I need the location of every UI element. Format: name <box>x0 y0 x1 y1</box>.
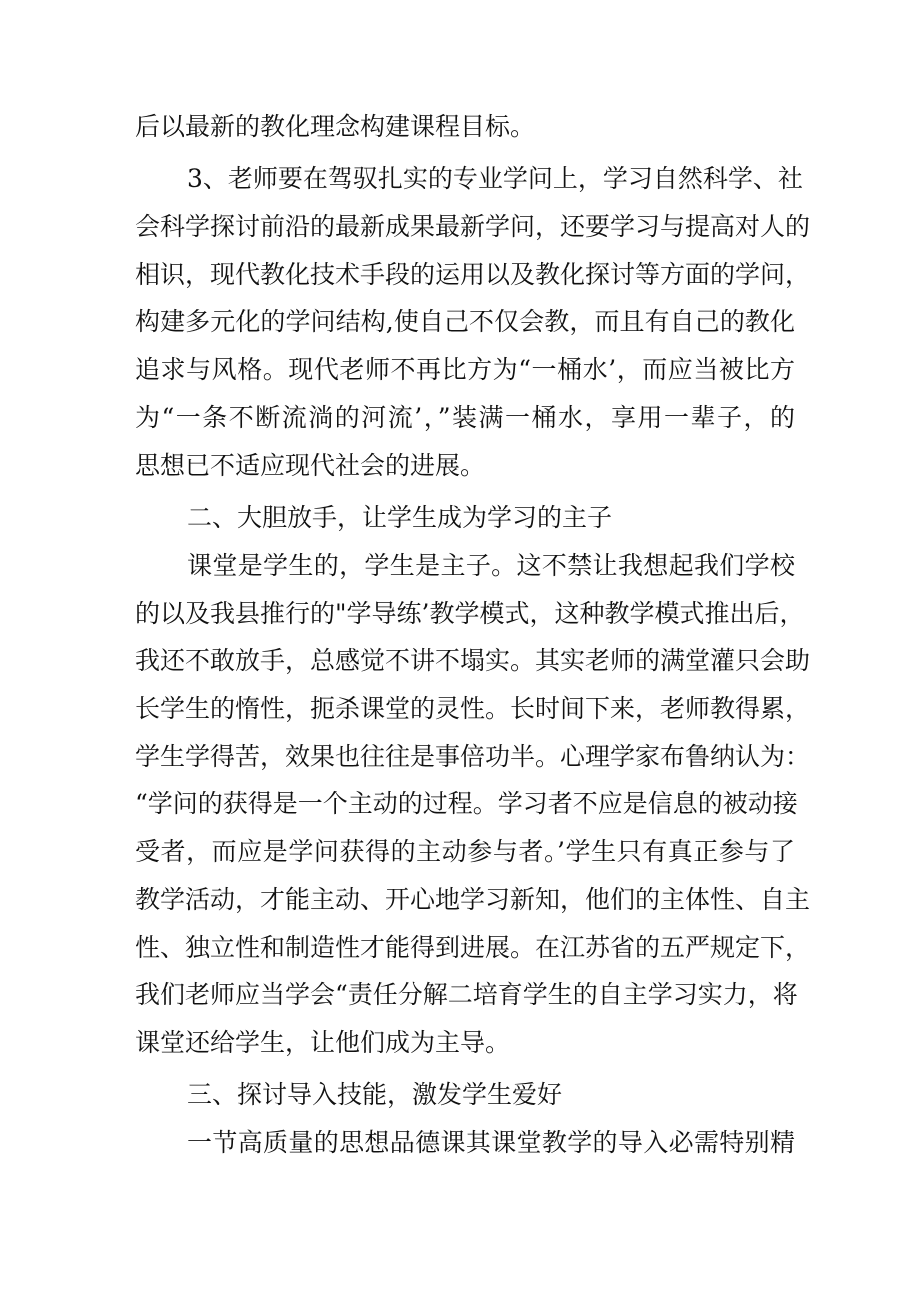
paragraph-line: 我还不敢放手，总感觉不讲不塌实。其实老师的满堂灌只会助 <box>135 646 811 675</box>
paragraph-line: 学生学得苦，效果也往往是事倍功半。心理学家布鲁纳认为： <box>135 742 811 771</box>
paragraph-line: 会科学探讨前沿的最新成果最新学问，还要学习与提高对人的 <box>135 212 811 241</box>
paragraph-line: 构建多元化的学问结构,使自己不仅会教，而且有自己的教化 <box>135 307 795 336</box>
paragraph-line: 教学活动，才能主动、开心地学习新知，他们的主体性、自主 <box>135 885 811 914</box>
paragraph-line: 相识，现代教化技术手段的运用以及教化探讨等方面的学问， <box>135 260 811 289</box>
paragraph-line: 长学生的惰性，扼杀课堂的灵性。长时间下来，老师教得累， <box>135 694 811 723</box>
paragraph-line: 我们老师应当学会“责任分解二培育学生的自主学习实力，将 <box>135 980 798 1009</box>
paragraph-line: 一节高质量的思想品德课其课堂教学的导入必需特别精 <box>187 1128 795 1157</box>
paragraph-line: 受者，而应是学问获得的主动参与者。’学生只有真正参与了 <box>135 837 795 866</box>
paragraph-line: 为“一条不断流淌的河流’，”装满一桶水，享用一辈子，的 <box>135 403 795 432</box>
paragraph-line: 性、独立性和制造性才能得到进展。在江苏省的五严规定下， <box>135 933 811 962</box>
paragraph-line: 后以最新的教化理念构建课程目标。 <box>135 112 536 141</box>
paragraph-line: 课堂是学生的，学生是主子。这不禁让我想起我们学校 <box>187 551 795 580</box>
paragraph-line: 课堂还给学生，让他们成为主导。 <box>135 1028 511 1057</box>
paragraph-line: 的以及我县推行的"学导练’教学模式，这种教学模式推出后， <box>135 599 805 628</box>
paragraph-line: 3、老师要在驾驭扎实的专业学问上，学习自然科学、社 <box>187 164 803 193</box>
paragraph-line: 追求与风格。现代老师不再比方为“一桶水’，而应当被比方 <box>135 355 795 384</box>
paragraph-line: “学问的获得是一个主动的过程。学习者不应是信息的被动接 <box>135 789 798 818</box>
section-heading: 三、探讨导入技能，激发学生爱好 <box>187 1080 563 1109</box>
section-heading: 二、大胆放手，让学生成为学习的主子 <box>187 503 613 532</box>
paragraph-line: 思想已不适应现代社会的进展。 <box>135 451 486 480</box>
